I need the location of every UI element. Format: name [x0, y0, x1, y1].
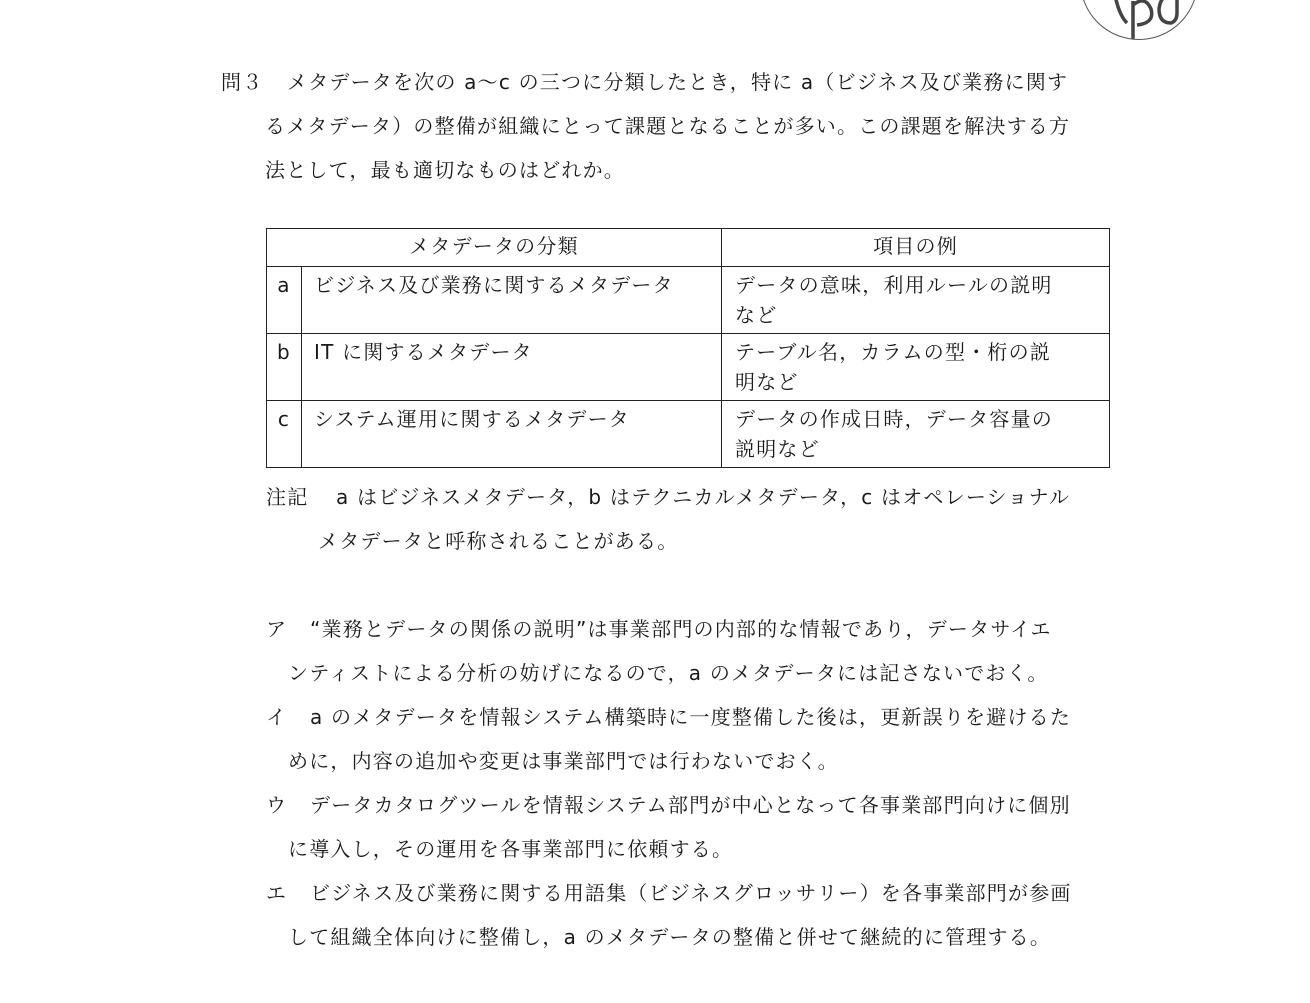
- ipa-logo-glyph: [1081, 0, 1198, 40]
- row-example: [722, 334, 1110, 401]
- note-text-1: a はビジネスメタデータ，b はテクニカルメタデータ，c はオペレーショナル: [336, 485, 1071, 509]
- choice-line-1: [266, 705, 1071, 729]
- row-classification: IT に関するメタデータ: [302, 334, 722, 401]
- choice-mark: エ: [266, 881, 288, 905]
- metadata-classification-table: [266, 228, 1110, 468]
- row-example-line-2: など: [735, 303, 778, 327]
- note-line-1: [266, 485, 1070, 509]
- choice-a[interactable]: [266, 607, 1111, 695]
- choice-text-1: データカタログツールを情報システム部門が中心となって各事業部門向けに個別: [310, 793, 1071, 817]
- row-classification: システム運用に関するメタデータ: [302, 401, 722, 468]
- table-header-row: [267, 229, 1110, 267]
- note-line-2: メタデータと呼称されることがある。: [318, 529, 679, 553]
- choice-text-1: a のメタデータを情報システム構築時に一度整備した後は，更新誤りを避けるた: [310, 705, 1072, 729]
- table-row: [267, 401, 1110, 468]
- table-row: [267, 334, 1110, 401]
- row-classification: ビジネス及び業務に関するメタデータ: [302, 267, 722, 334]
- row-example-line-2: 明など: [735, 370, 799, 394]
- ipa-logo-icon: [1080, 0, 1198, 40]
- header-classification: メタデータの分類: [267, 229, 722, 267]
- row-example-line-2: 説明など: [735, 437, 820, 461]
- row-example-line-1: データの意味，利用ルールの説明: [735, 273, 1053, 297]
- row-example: [722, 401, 1110, 468]
- question-line-2: るメタデータ）の整備が組織にとって課題となることが多い。この課題を解決する方: [265, 114, 1071, 138]
- choice-text-1: ビジネス及び業務に関する用語集（ビジネスグロッサリー）を各事業部門が参画: [310, 881, 1072, 905]
- row-example-line-1: データの作成日時，データ容量の: [735, 407, 1053, 431]
- question-text-1: メタデータを次の a～c の三つに分類したとき，特に a（ビジネス及び業務に関す: [287, 70, 1069, 94]
- note-label: 注記: [266, 485, 309, 509]
- question-line-3: 法として，最も適切なものはどれか。: [265, 158, 625, 182]
- choice-text-2: に導入し，その運用を各事業部門に依頼する。: [288, 837, 734, 861]
- row-example: [722, 267, 1110, 334]
- choice-mark: ウ: [266, 793, 288, 817]
- question-block: [221, 60, 1111, 192]
- row-example-line-1: テーブル名，カラムの型・桁の説: [735, 340, 1051, 364]
- choice-text-2: して組織全体向けに整備し，a のメタデータの整備と併せて継続的に管理する。: [288, 925, 1052, 949]
- choice-u[interactable]: [266, 783, 1111, 871]
- row-key: b: [267, 334, 302, 401]
- choice-line-1: [266, 881, 1072, 905]
- table-note: [266, 475, 1111, 563]
- row-key: a: [267, 267, 302, 334]
- choice-text-2: めに，内容の追加や変更は事業部門では行わないでおく。: [288, 749, 839, 773]
- choice-line-1: [266, 793, 1071, 817]
- question-number: 問３: [221, 70, 264, 94]
- choice-text-1: “業務とデータの関係の説明”は事業部門の内部的な情報であり，データサイエ: [310, 617, 1052, 641]
- question-line-1: [221, 70, 1068, 94]
- choice-e[interactable]: [266, 871, 1111, 959]
- choice-text-2: ンティストによる分析の妨げになるので，a のメタデータには記さないでおく。: [288, 661, 1049, 685]
- choice-line-1: [266, 617, 1052, 641]
- choice-mark: ア: [266, 617, 288, 641]
- answer-choices: [266, 607, 1111, 959]
- choice-mark: イ: [266, 705, 288, 729]
- row-key: c: [267, 401, 302, 468]
- choice-i[interactable]: [266, 695, 1111, 783]
- table-row: [267, 267, 1110, 334]
- header-examples: 項目の例: [722, 229, 1110, 267]
